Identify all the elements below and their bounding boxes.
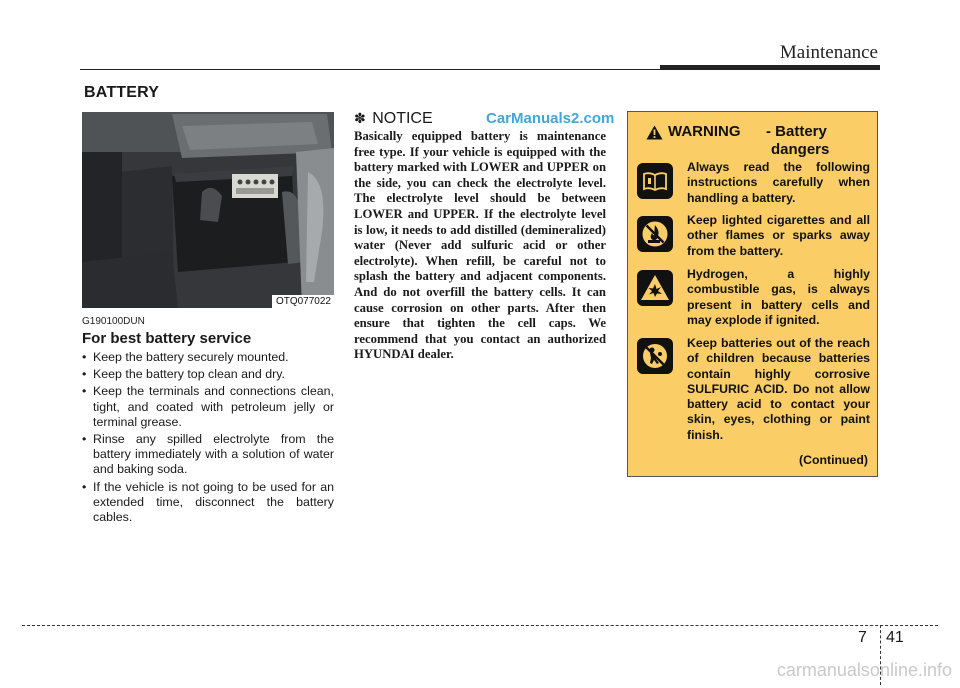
photo-code: OTQ077022 [272,295,334,308]
list-item: • If the vehicle is not going to be used for an extended time, disconnect the battery cables. [82,480,334,526]
battery-photo [82,112,334,308]
warning-title-line2: dangers [771,141,830,158]
warning-box [627,111,878,477]
service-heading: For best battery service [82,330,252,347]
section-title: BATTERY [84,84,160,101]
list-item: • Rinse any spilled electrolyte from the battery immediately with a solution of water and baking soda. [82,432,334,478]
warning-item-text: Always read the following instructions carefully when handling a battery. [687,160,870,205]
watermark-link[interactable]: CarManuals2.com [486,110,615,127]
list-item: • Keep the battery top clean and dry. [82,367,334,382]
service-tips-list [82,350,334,527]
reference-code: G190100DUN [82,316,145,327]
notice-symbol-icon: ✽ [354,110,366,126]
warning-label: WARNING [668,123,741,140]
warning-title-line1: - Battery [766,123,827,140]
chapter-title: Maintenance [779,42,878,63]
read-manual-icon [637,163,673,199]
header-rule-accent [660,65,880,70]
list-item: • Keep the battery securely mounted. [82,350,334,365]
battery-photo-illustration [82,112,334,308]
page-number: 41 [886,629,904,646]
warning-item-text: Keep batteries out of the reach of children because batteries contain highly corrosive SULFURIC ACID. Do not allow battery acid to contact your skin, eyes, clothing or paint finish. [687,336,870,442]
warning-item-text: Keep lighted cigarettes and all other flames or sparks away from the battery. [687,213,870,258]
warning-item-text: Hydrogen, a highly combustible gas, is always present in battery cells and may explode if ignited. [687,267,870,327]
footer-rule [22,625,938,626]
warning-triangle-icon [646,125,663,140]
notice-body: Basically equipped battery is maintenance free type. If your vehicle is equipped with the battery marked with LOWER and UPPER on the side, you can check the electrolyte level. The electrolyte level should be between LOWER and UPPER. If the electrolyte level is low, it needs to add distilled (demineralized) water (Never add sulfuric acid or other electrolyte). When refill, be careful not to splash the battery and adjacent components. And do not overfill the battery cells. It can cause corrosion on other parts. After then ensure that tighten the cell caps. We recommend that you contact an authorized HYUNDAI dealer. [354,129,606,362]
list-item: • Keep the terminals and connections clean, tight, and coated with petroleum jelly or terminal grease. [82,384,334,430]
notice-title: NOTICE [372,110,433,127]
continued-label: (Continued) [799,453,868,467]
no-flame-icon [637,216,673,252]
keep-away-children-icon [637,338,673,374]
explosion-hazard-icon [637,270,673,306]
chapter-number: 7 [858,629,867,646]
site-watermark: carmanualsonline.info [776,660,952,680]
notice-heading [354,110,433,128]
